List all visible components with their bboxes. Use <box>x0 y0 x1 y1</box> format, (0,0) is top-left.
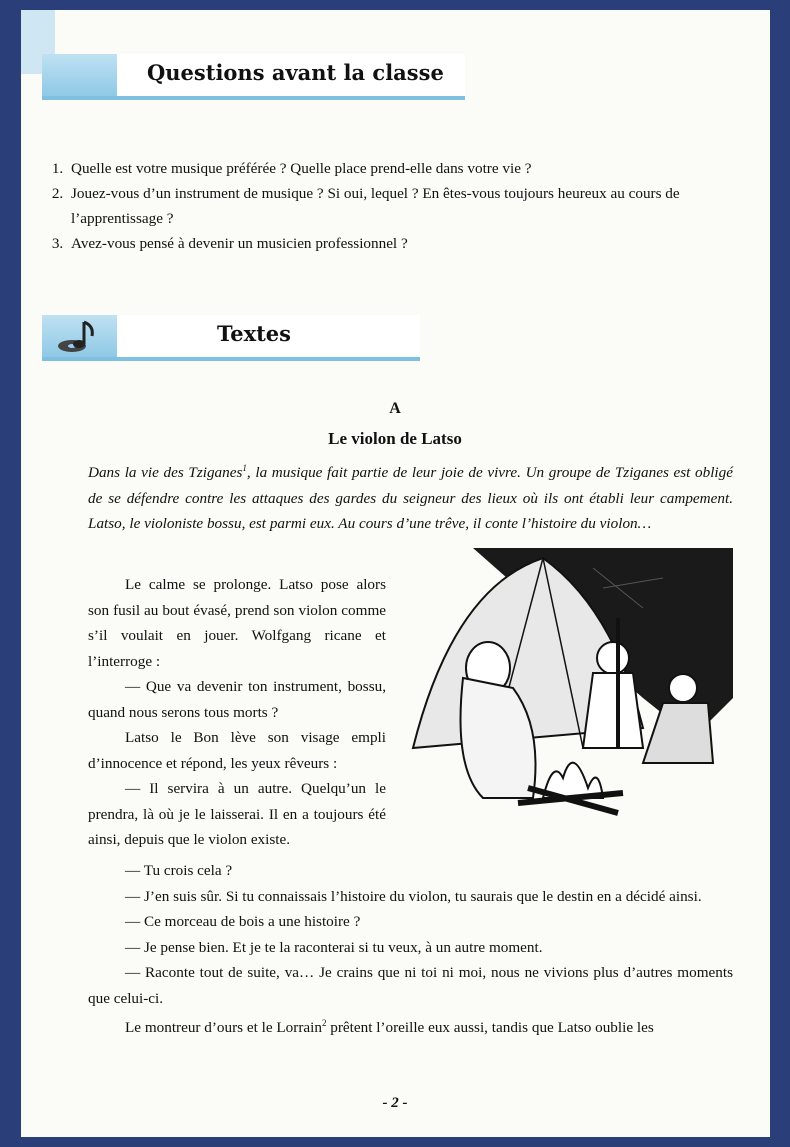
footnote-ref: 1 <box>242 463 247 473</box>
dialogue-block <box>88 858 733 1041</box>
paragraph: Le montreur d’ours et le Lorrain$^2$ prêtent l’oreille eux aussi, tandis que Latso oublie les <box>125 1018 654 1037</box>
section-title: Le violon de Latso <box>328 429 462 448</box>
paragraph: — Je pense bien. Et je te la raconterai si tu veux, à un autre moment. <box>125 938 543 956</box>
question-item: 2. Jouez-vous d’un instrument de musique ? Si oui, lequel ? En êtes-vous toujours heureux au cours de l’apprentissage ? <box>67 181 747 231</box>
section-letter: A <box>389 400 401 417</box>
paragraph: — J’en suis sûr. Si tu connaissais l’histoire du violon, tu saurais que le destin en a décidé ainsi. <box>125 887 702 905</box>
paragraph: — Ce morceau de bois a une histoire ? <box>125 913 361 930</box>
questions-header-title: Questions avant la classe <box>147 60 444 85</box>
paragraph: — Tu crois cela ? <box>125 862 233 879</box>
music-note-icon <box>50 316 102 356</box>
text-column <box>88 572 386 853</box>
paragraph: — Raconte tout de suite, va… Je crains que ni toi ni moi, nous ne vivions plus d’autres moments que celui-ci. <box>88 964 733 1007</box>
campfire-illustration <box>393 548 733 820</box>
textes-header-title: Textes <box>217 321 291 346</box>
page-number: - 2 - <box>382 1095 408 1111</box>
questions-header-bar <box>42 54 465 100</box>
paragraph: Le calme se prolonge. Latso pose alors son fusil au bout évasé, prend son violon comme s’il voulait en jouer. Wolfgang ricane et l’interroge : <box>88 576 386 670</box>
paragraph: — Que va devenir ton instrument, bossu, quand nous serons tous morts ? <box>88 678 386 721</box>
paragraph: — Il servira à un autre. Quelqu’un le prendra, là où je le laisserai. Il en a toujours été ainsi, depuis que le violon existe. <box>88 780 386 848</box>
footnote-ref: 2 <box>321 1018 327 1028</box>
question-item: 1. Quelle est votre musique préférée ? Quelle place prend-elle dans votre vie ? <box>67 156 747 181</box>
paragraph: Latso le Bon lève son visage empli d’innocence et répond, les yeux rêveurs : <box>88 729 386 772</box>
question-list <box>21 156 747 256</box>
textes-header-bar <box>42 315 420 361</box>
intro-paragraph: Dans la vie des Tziganes$^1$, la musique fait partie de leur joie de vivre. Un groupe de Tziganes est obligé de se défendre contre les attaques des gardes du seigneur des lieux où ils ont établi leur campement. Latso, le violoniste bossu, est parmi eux. Au cours d’une trêve, il conte l’histoire du violon… <box>88 463 733 533</box>
question-item: 3. Avez-vous pensé à devenir un musicien professionnel ? <box>67 231 747 256</box>
